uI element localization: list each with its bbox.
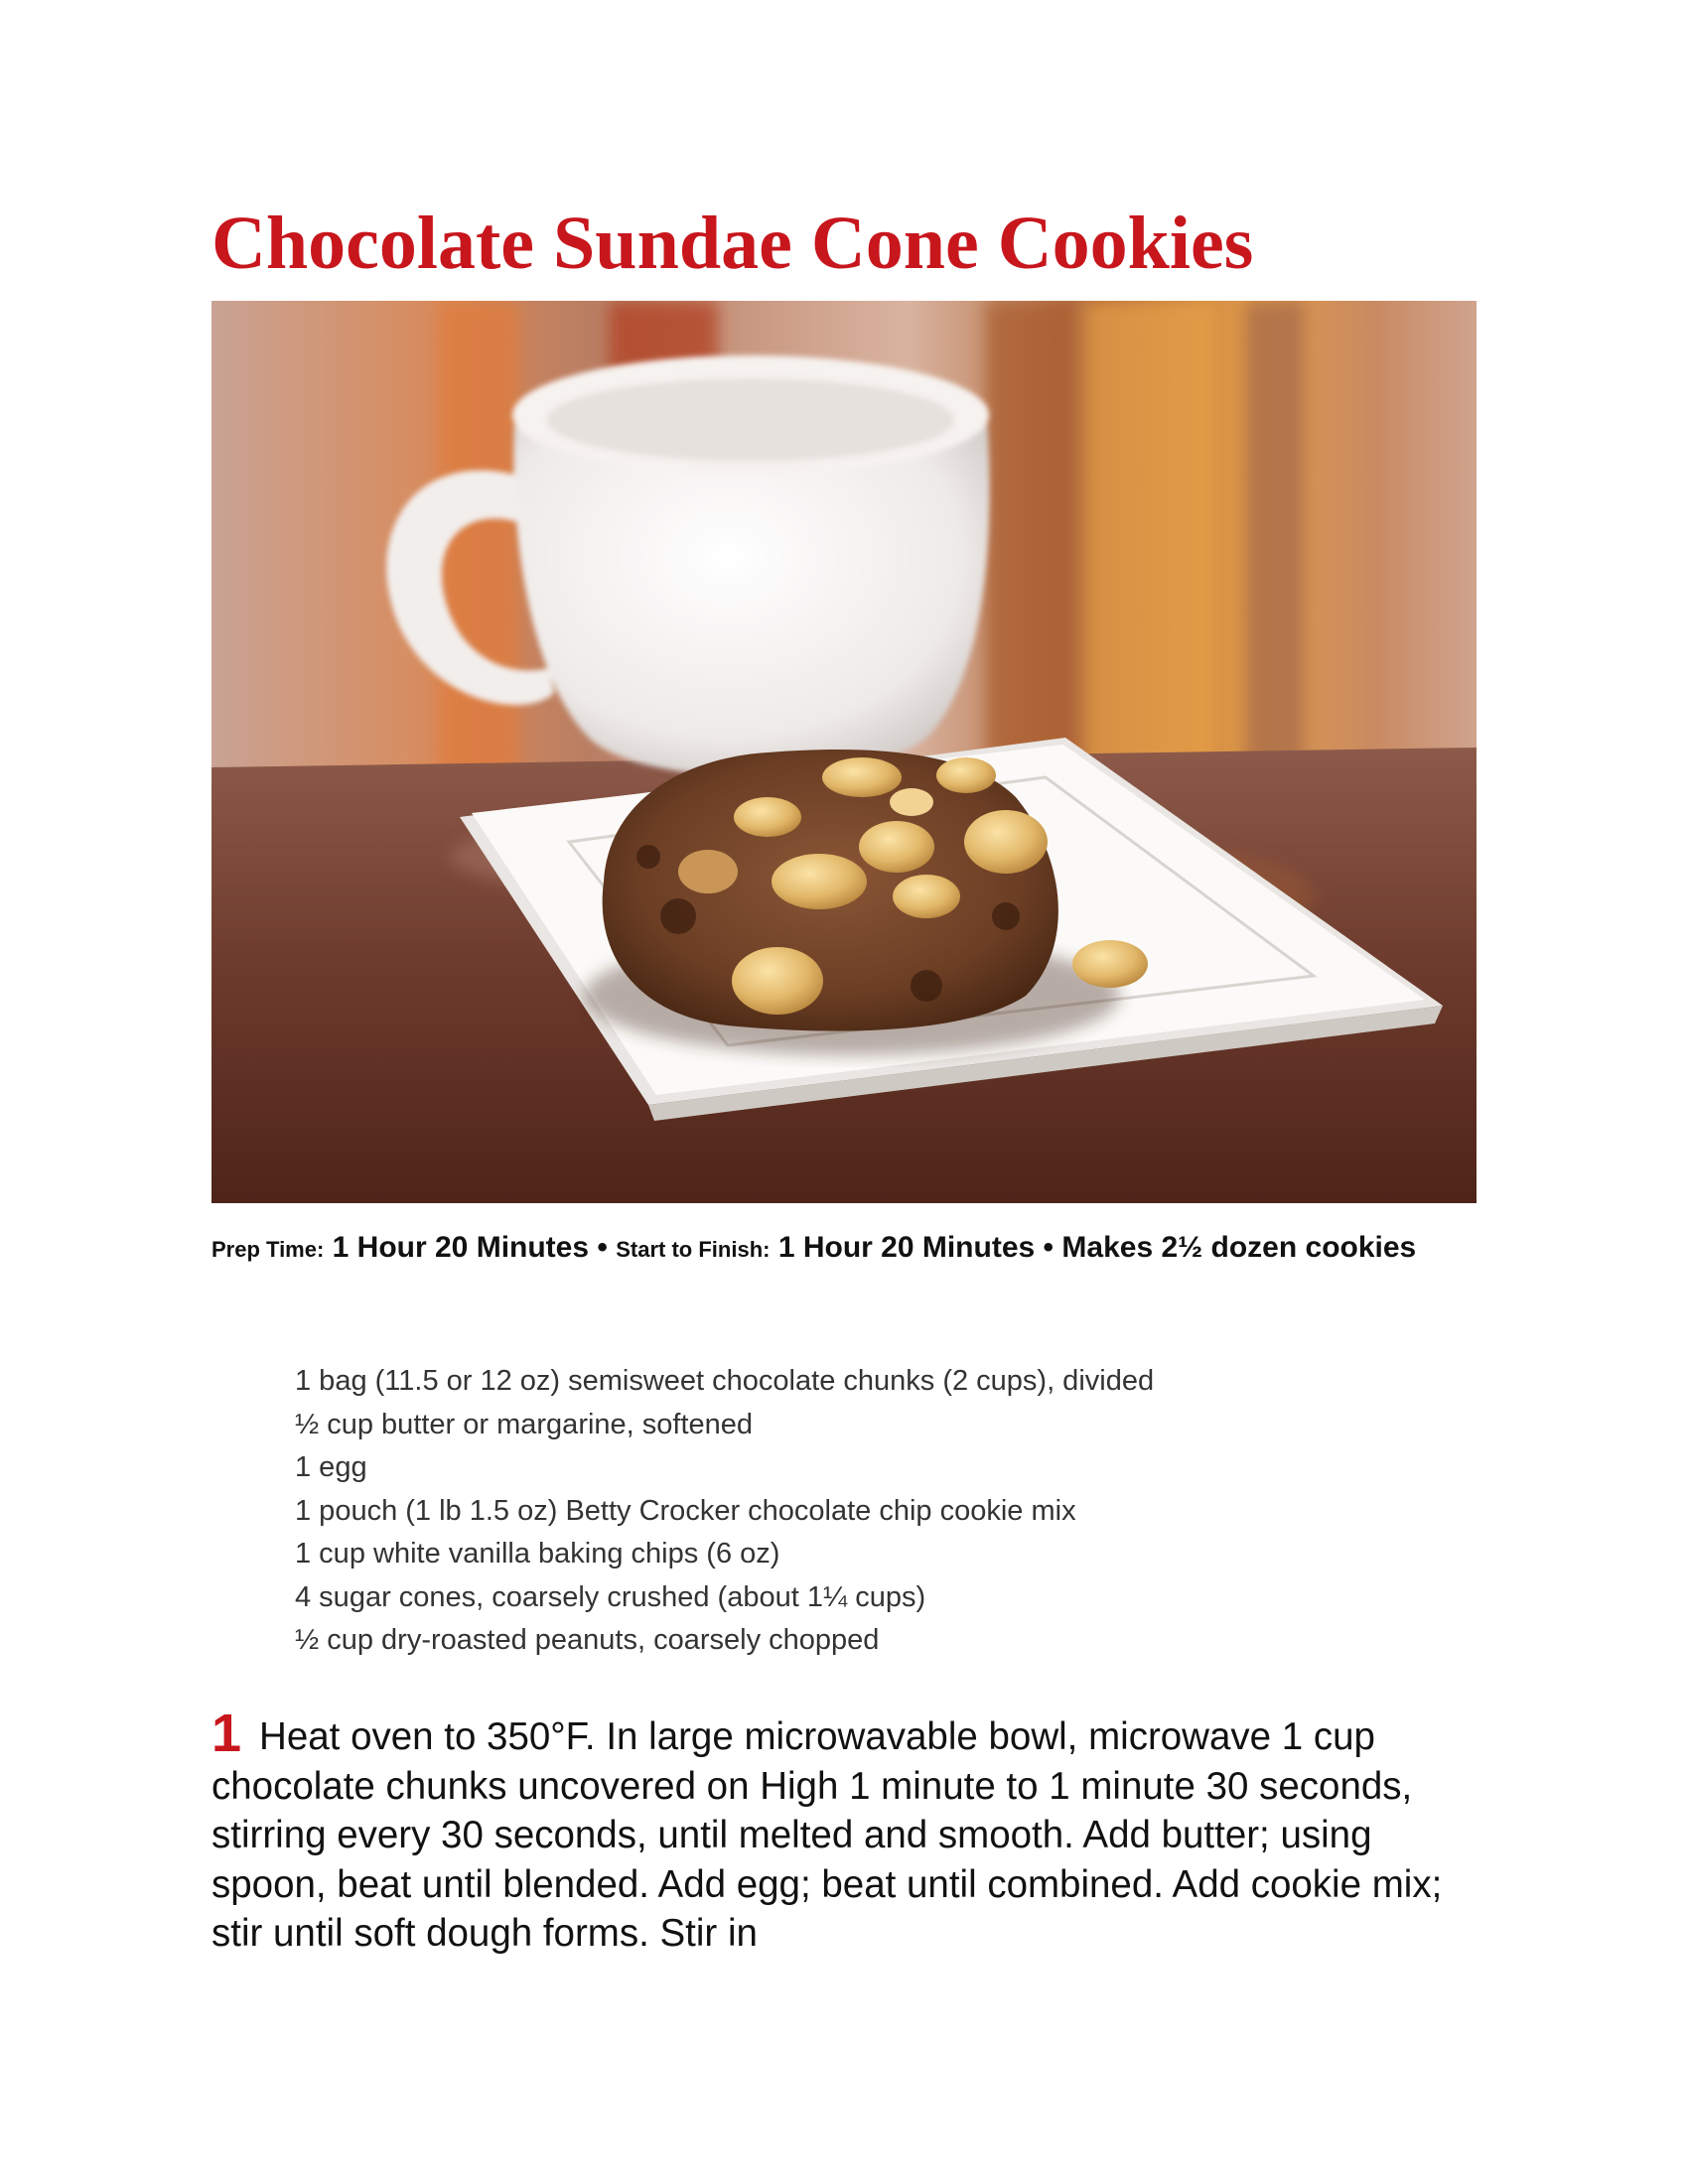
recipe-meta xyxy=(211,1225,1477,1273)
step-text: Heat oven to 350°F. In large microwavable bowl, microwave 1 cup chocolate chunks uncovered on High 1 minute to 1 minute 30 seconds, stirring every 30 seconds, until melted and smooth. Add butter; using spoon, beat until blended. Add egg; beat until combined. Add cookie mix; stir until soft dough forms. Stir in xyxy=(211,1715,1443,1955)
step-1 xyxy=(211,1704,1492,1959)
start-to-finish-label: Start to Finish: xyxy=(616,1237,771,1262)
meta-separator: • xyxy=(597,1231,608,1264)
prep-time-label: Prep Time: xyxy=(211,1237,325,1262)
recipe-title: Chocolate Sundae Cone Cookies xyxy=(211,202,1254,285)
ingredient-item: ½ cup dry-roasted peanuts, coarsely chopped xyxy=(295,1624,880,1656)
meta-separator: • xyxy=(1043,1231,1055,1264)
ingredient-item: 4 sugar cones, coarsely crushed (about 1¼ cups) xyxy=(295,1580,926,1613)
start-to-finish-value: 1 Hour 20 Minutes xyxy=(777,1231,1036,1264)
step-number: 1 xyxy=(211,1704,242,1763)
ingredient-item: 1 bag (11.5 or 12 oz) semisweet chocolate chunks (2 cups), divided xyxy=(295,1365,1155,1397)
ingredient-item: 1 egg xyxy=(295,1451,367,1483)
cookie-photo-illustration xyxy=(211,301,1477,1203)
ingredient-item: 1 cup white vanilla baking chips (6 oz) xyxy=(295,1538,780,1570)
yield-text: Makes 2½ dozen cookies xyxy=(1061,1231,1417,1264)
ingredient-item: ½ cup butter or margarine, softened xyxy=(295,1408,754,1440)
prep-time-value: 1 Hour 20 Minutes xyxy=(332,1231,590,1264)
recipe-photo xyxy=(211,301,1477,1203)
ingredient-list xyxy=(295,1360,1154,1663)
ingredient-item: 1 pouch (1 lb 1.5 oz) Betty Crocker chocolate chip cookie mix xyxy=(295,1494,1076,1527)
